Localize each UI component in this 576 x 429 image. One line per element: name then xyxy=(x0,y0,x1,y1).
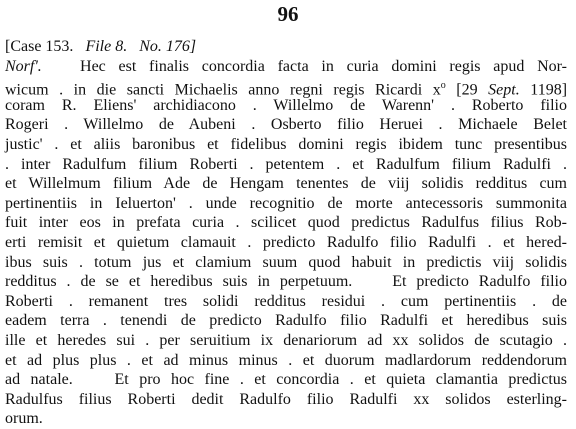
text-line-16: et ad plus plus . et ad minus minus . et duorum madlardorum reddendorum xyxy=(5,351,567,369)
case-label: [Case 153. xyxy=(5,38,74,55)
text-line-7: et Willelmum filium Ade de Hengam tenentes de viij solidis redditus cum xyxy=(5,175,567,193)
text-line-2: wicum . in die sancti Michaelis anno regni regis Ricardi $x^o$ [29 Sept. 1198] xyxy=(5,80,568,99)
county-name: Norf'. xyxy=(5,57,42,75)
text-line-19: orum. xyxy=(5,410,43,428)
text-line-18: Radulfus filius Roberti dedit Radulfo filio Radulfi xx solidos esterling- xyxy=(5,390,567,408)
text-line-5: justic' . et aliis baronibus et fidelibus domini regis ibidem tunc presentibus xyxy=(5,135,567,153)
ordinal-superscript: o xyxy=(440,80,446,92)
text-line-10: erti remisit et quietum clamauit . predicto Radulfo filio Radulfi . et hered- xyxy=(5,233,567,251)
date-bracket-open: [29 xyxy=(456,81,478,99)
document-body xyxy=(5,37,567,429)
page-number: 96 xyxy=(277,2,299,26)
text-line-1: Norf'. Hec est finalis concordia facta in curia domini regis apud Nor- xyxy=(5,57,568,75)
date-month: Sept. xyxy=(488,81,520,99)
text-line-13: Roberti . remanent tres solidi redditus residui . cum pertinentiis . de xyxy=(5,292,567,310)
text-line-4: Rogeri . Willelmo de Aubeni . Osberto filio Heruei . Michaele Belet xyxy=(5,116,567,134)
text-line-11: ibus suis . totum jus et clamium suum quod habuit in predictis viij solidis xyxy=(5,253,567,271)
text-line-8: pertinentiis in Ieluerton' . unde recognitio de morte antecessoris summonita xyxy=(5,194,567,212)
text-line-9: fuit inter eos in prefata curia . scilicet quod predictus Radulfus filius Rob- xyxy=(5,214,567,232)
text-line-12: redditus . de se et heredibus suis in perpetuum. Et predicto Radulfo filio xyxy=(5,273,567,291)
date-bracket-close: 1198] xyxy=(530,81,568,99)
text-line-15: ille et heredes sui . per seruitium ix denariorum ad xx solidos de scutagio . xyxy=(5,331,567,349)
text-line-3: coram R. Eliens' archidiacono . Willelmo de Warenn' . Roberto filio xyxy=(5,96,567,114)
text-line-14: eadem terra . tenendi de predicto Radulfo filio Radulfi et heredibus suis xyxy=(5,312,567,330)
text-line-17: ad natale. Et pro hoc fine . et concordia . et quieta clamantia predictus xyxy=(5,371,568,389)
number-label: No. 176] xyxy=(139,38,197,55)
file-label: File 8. xyxy=(85,38,128,55)
text-line-6: . inter Radulfum filium Roberti . petentem . et Radulfum filium Radulfi . xyxy=(5,155,567,173)
case-header xyxy=(5,37,567,57)
